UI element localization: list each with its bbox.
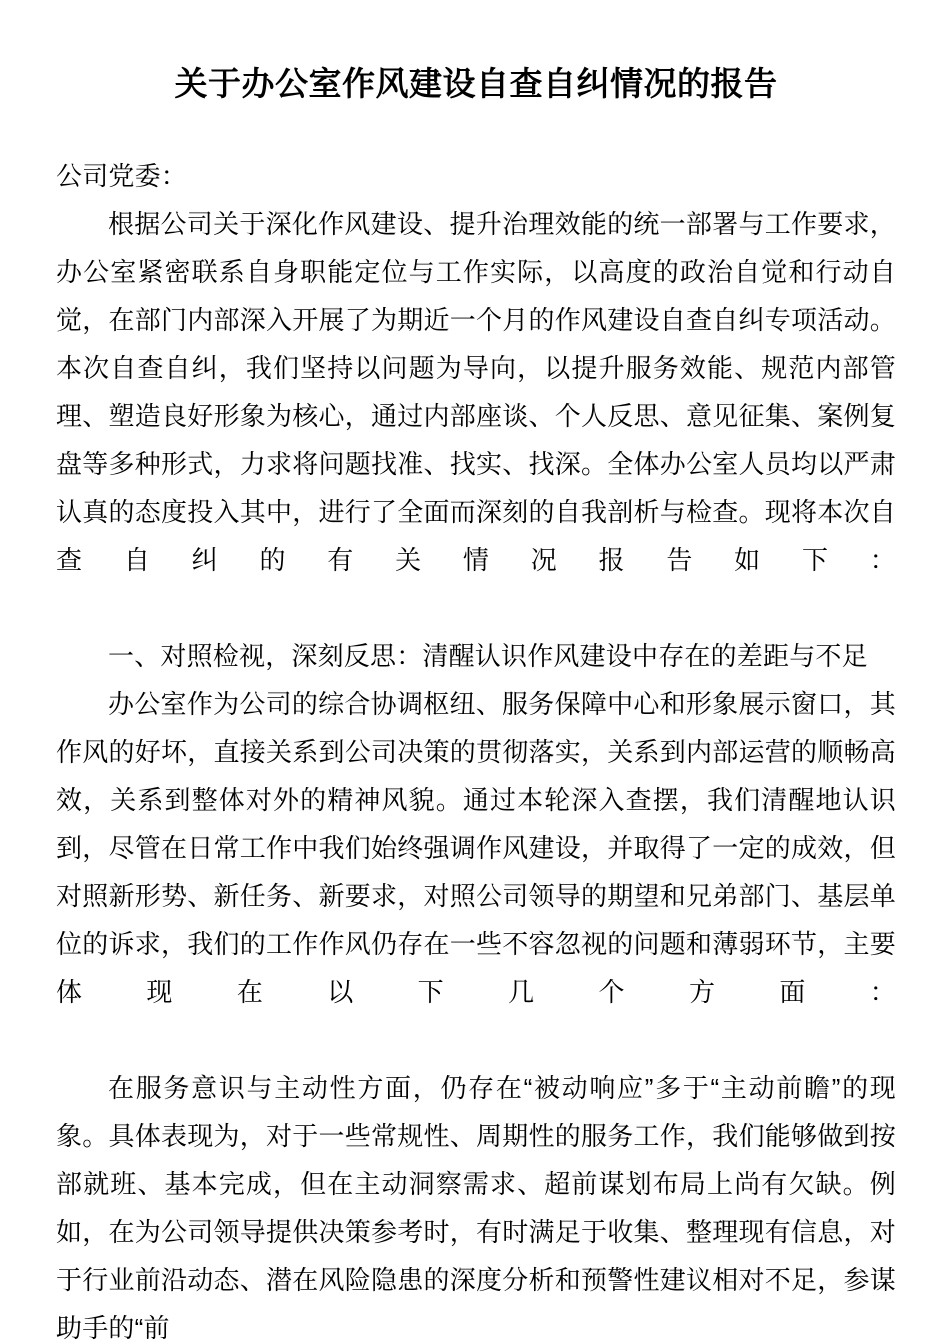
salutation-line: 公司党委： [56, 161, 188, 191]
section-heading-one: 一、对照检视，深刻反思：清醒认识作风建设中存在的差距与不足 [108, 641, 868, 671]
paragraph-intro: 根据公司关于深化作风建设、提升治理效能的统一部署与工作要求，办公室紧密联系自身职能定位与工作实际，以高度的政治自觉和行动自觉，在部门内部深入开展了为期近一个月的作风建设自查自纠专项活动。本次自查自纠，我们坚持以问题为导向，以提升服务效能、规范内部管理、塑造良好形象为核心，通过内部座谈、个人反思、意见征集、案例复盘等多种形式，力求将问题找准、找实、找深。全体办公室人员均以严肃认真的态度投入其中，进行了全面而深刻的自我剖析与检查。现将本次自查自纠的有关情况报告如下： [56, 209, 896, 575]
paragraph-service-awareness: 在服务意识与主动性方面，仍存在“被动响应”多于“主动前瞻”的现象。具体表现为，对于一些常规性、周期性的服务工作，我们能够做到按部就班、基本完成，但在主动洞察需求、超前谋划布局上尚有欠缺。例如，在为公司领导提供决策参考时，有时满足于收集、整理现有信息，对于行业前沿动态、潜在风险隐患的深度分析和预警性建议相对不足，参谋助手的“前 [56, 1073, 896, 1343]
page-title: 关于办公室作风建设自查自纠情况的报告 [174, 65, 778, 102]
paragraph-office-role: 办公室作为公司的综合协调枢纽、服务保障中心和形象展示窗口，其作风的好坏，直接关系到公司决策的贯彻落实，关系到内部运营的顺畅高效，关系到整体对外的精神风貌。通过本轮深入查摆，我们清醒地认识到，尽管在日常工作中我们始终强调作风建设，并取得了一定的成效，但对照新形势、新任务、新要求，对照公司领导的期望和兄弟部门、基层单位的诉求，我们的工作作风仍存在一些不容忽视的问题和薄弱环节，主要体现在以下几个方面： [56, 689, 896, 1007]
document-body [56, 0, 896, 1344]
